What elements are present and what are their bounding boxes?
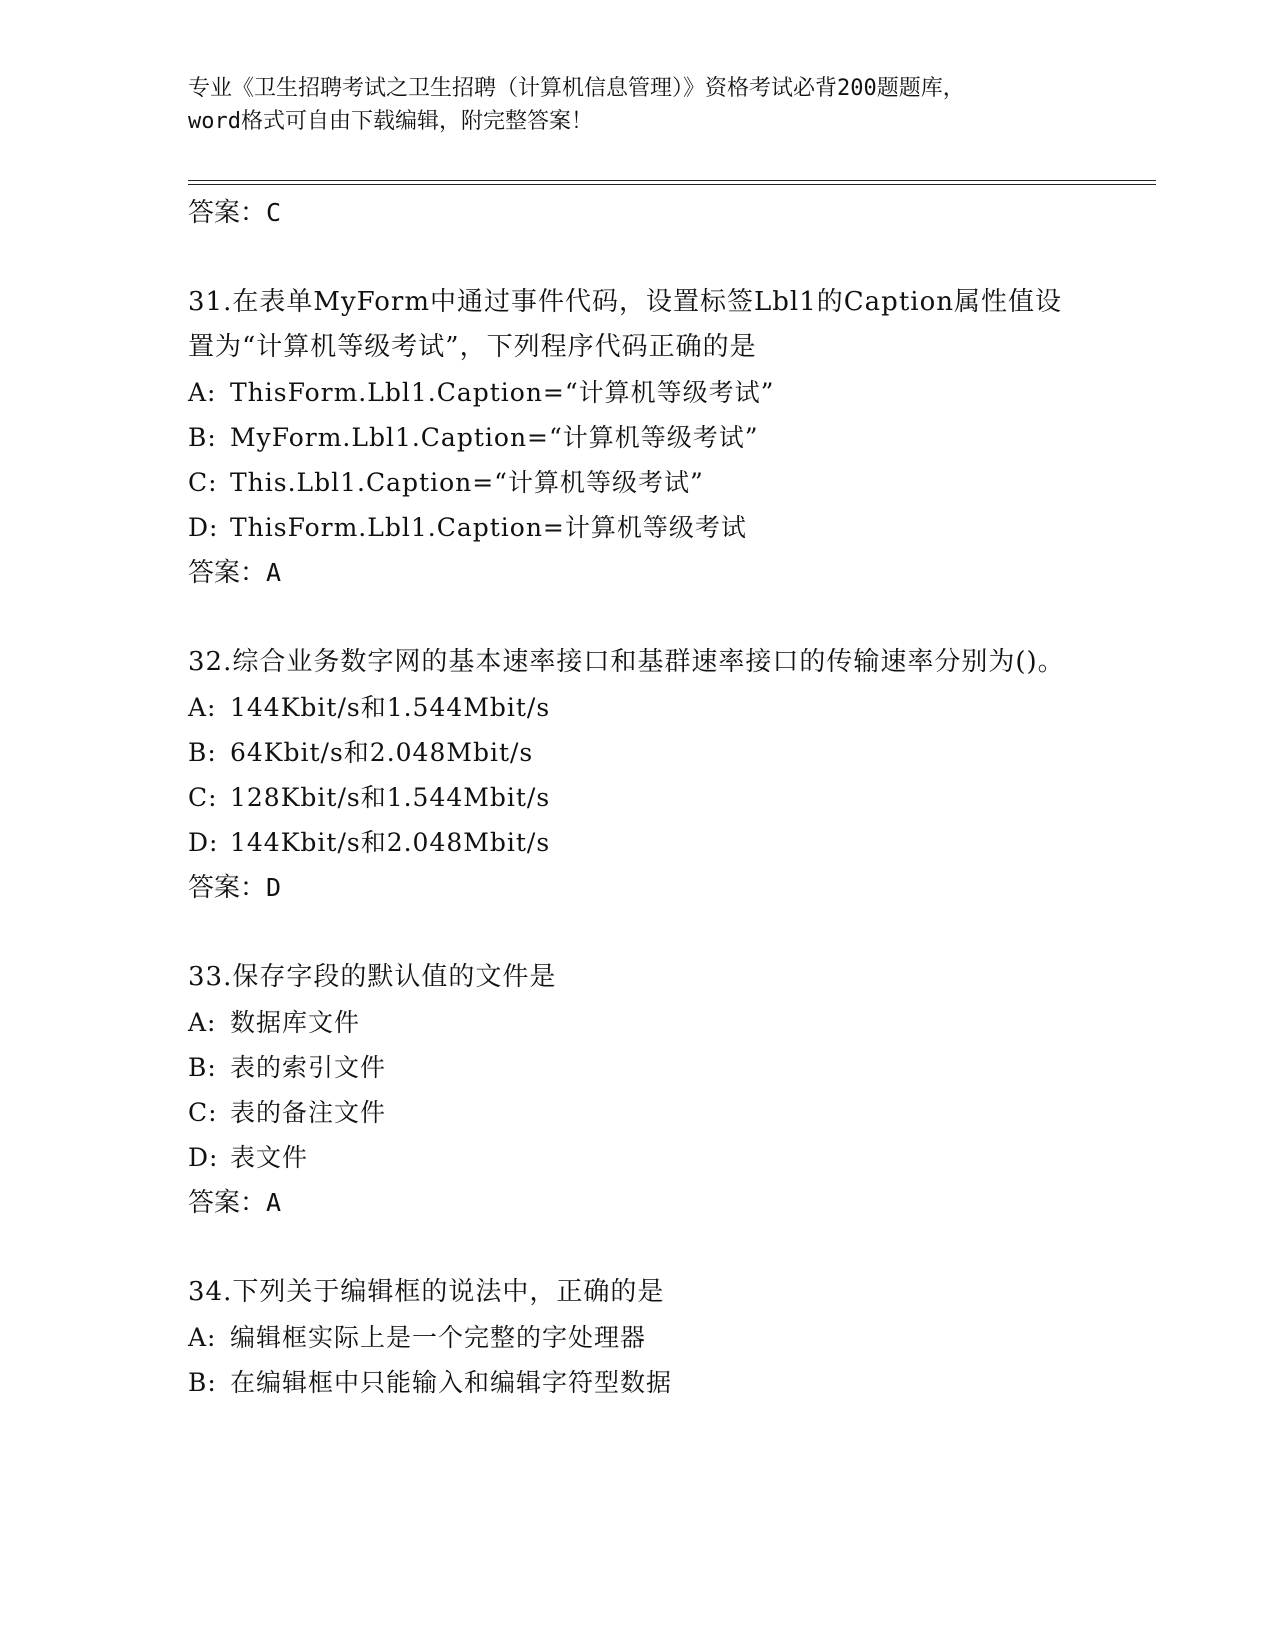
option-b [188,415,1088,460]
question-31 [188,280,1088,596]
question-answer [188,865,1088,911]
answer-label: 答案： [188,558,267,588]
question-gap [188,596,1088,640]
answer-value: A [266,558,282,587]
question-34 [188,1270,1088,1405]
question-gap [188,1226,1088,1270]
option-text: ThisForm.Lbl1.Caption=计算机等级考试 [230,513,747,542]
question-gap [188,911,1088,955]
option-text: ThisForm.Lbl1.Caption=“计算机等级考试” [230,378,775,407]
document-body [188,190,1088,1405]
previous-answer [188,190,1088,236]
option-key: C: [188,1098,218,1127]
option-b [188,730,1088,775]
option-key: A: [188,1008,217,1037]
option-a [188,1315,1088,1360]
option-a [188,370,1088,415]
answer-label: 答案： [188,873,267,903]
option-key: C: [188,783,218,812]
option-text: 表文件 [230,1143,309,1172]
option-text: 表的索引文件 [230,1053,387,1082]
option-key: A: [188,693,217,722]
option-text: 144Kbit/s和1.544Mbit/s [230,693,551,722]
option-key: D: [188,513,219,542]
option-key: D: [188,828,219,857]
option-d [188,820,1088,865]
option-text: 128Kbit/s和1.544Mbit/s [230,783,551,812]
option-d [188,505,1088,550]
option-text: This.Lbl1.Caption=“计算机等级考试” [230,468,704,497]
option-text: 在编辑框中只能输入和编辑字符型数据 [230,1368,673,1397]
option-c [188,1090,1088,1135]
question-32 [188,640,1088,911]
question-33 [188,955,1088,1226]
header-divider-bottom [188,184,1156,185]
option-text: MyForm.Lbl1.Caption=“计算机等级考试” [230,423,759,452]
option-key: B: [188,738,217,767]
header-line-1: 专业《卫生招聘考试之卫生招聘（计算机信息管理）》资格考试必背200题题库， [188,76,965,101]
option-c [188,460,1088,505]
answer-value: A [266,1188,282,1217]
question-stem: 31.在表单MyForm中通过事件代码，设置标签Lbl1的Caption属性值设置为“计算机等级考试”，下列程序代码正确的是 [188,287,1062,362]
option-text: 编辑框实际上是一个完整的字处理器 [230,1323,647,1352]
document-header [188,72,1088,138]
answer-value: C [266,198,282,227]
question-stem: 32.综合业务数字网的基本速率接口和基群速率接口的传输速率分别为()。 [188,647,1065,677]
option-a [188,685,1088,730]
option-b [188,1360,1088,1405]
option-key: B: [188,1368,217,1397]
option-text: 表的备注文件 [230,1098,387,1127]
question-gap [188,236,1088,280]
option-text: 64Kbit/s和2.048Mbit/s [230,738,534,767]
option-text: 数据库文件 [230,1008,361,1037]
question-stem: 34.下列关于编辑框的说法中，正确的是 [188,1277,665,1307]
header-divider-top [188,180,1156,181]
header-line-2: word格式可自由下载编辑，附完整答案！ [188,109,593,134]
option-key: D: [188,1143,219,1172]
answer-value: D [266,873,282,902]
option-key: B: [188,1053,217,1082]
option-key: A: [188,378,217,407]
question-stem: 33.保存字段的默认值的文件是 [188,962,557,992]
answer-label: 答案： [188,1188,267,1218]
option-key: B: [188,423,217,452]
option-c [188,775,1088,820]
question-answer [188,1180,1088,1226]
option-key: C: [188,468,218,497]
option-text: 144Kbit/s和2.048Mbit/s [230,828,551,857]
option-d [188,1135,1088,1180]
option-key: A: [188,1323,217,1352]
answer-label: 答案： [188,198,267,228]
option-a [188,1000,1088,1045]
option-b [188,1045,1088,1090]
question-answer [188,550,1088,596]
